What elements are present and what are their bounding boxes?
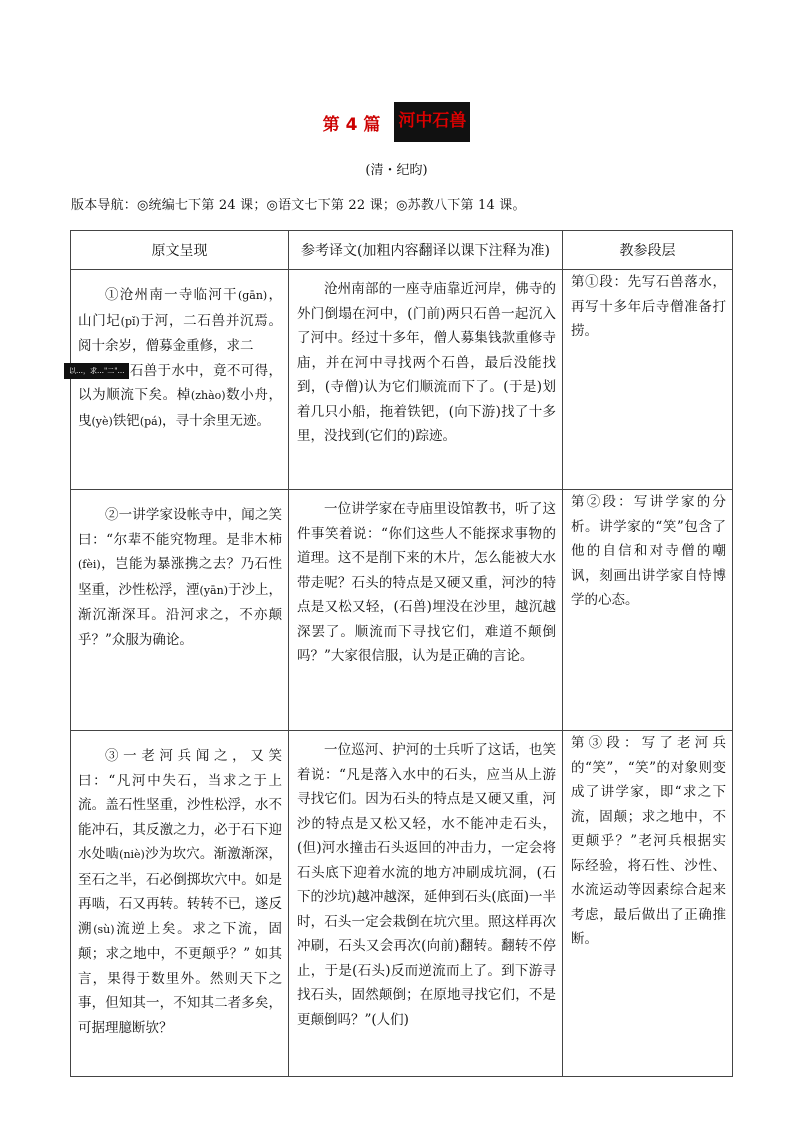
translation-text: 一位巡河、护河的士兵听了这话，也笑着说：“凡是落入水中的石头，应当从上游寻找它们。因为石头的特点是又硬又重，河沙的特点是又松又轻，水不能冲走石头，(但)河水撞击石头返回的冲击力，一定会将石头底下迎着水流的地方冲刷成坑洞，(石下的沙坑)越冲越深，延伸到石头(底面)一半时，石头一定会栽倒在坑穴里。照这样再次冲刷，石头又会再次(向前)翻转。翻转不停止，于是(石头)反而逆流而上了。到下游寻找石头，固然颠倒；在原地寻找它们，不是更颠倒吗？”(人们) [289, 731, 563, 1077]
pinyin: (pǐ) [120, 314, 140, 328]
translation-text: 一位讲学家在寺庙里设馆教书，听了这件事笑着说：“你们这些人不能探求事物的道理。这不是削下来的木片，怎么能被大水带走呢？石头的特点是又硬又重，河沙的特点是又松又轻，(石兽)埋没在沙里，越沉越深罢了。顺流而下寻找它们，难道不颠倒吗？”大家很信服，认为是正确的言论。 [289, 490, 563, 731]
table-row [71, 270, 733, 490]
header-translation: 参考译文(加粗内容翻译以课下注释为准) [289, 231, 563, 270]
pinyin: (sù) [93, 922, 115, 936]
table-row [71, 490, 733, 731]
lesson-number: 第 4 篇 [322, 114, 381, 135]
original-text: ③一老河兵闻之，又笑曰：“凡河中失石，当求之于上流。盖石性坚重，沙性松浮，水不能冲石，其反激之力，必于石下迎水处啮(niè)沙为坎穴。渐激渐深，至石之半，石必倒掷坎穴中。如是再啮，石又再转。转转不已，遂反溯(sù)流逆上矣。求之下流，固颠；求之地中，不更颠乎？” 如其言，果得于数里外。然则天下之事，但知其一，不知其二者多矣，可据理臆断欤？ [71, 731, 289, 1077]
pinyin: (niè) [119, 848, 145, 861]
redacted-block: 以…，求…"二"… [64, 363, 129, 379]
original-text: ①沧州南一寺临河干(gān)，山门圮(pǐ)于河，二石兽并沉焉。阅十余岁，僧募金重修，求二 以…，求…"二"… 石兽于水中，竟不可得，以为顺流下矣。棹(zhào)数小舟，曳(yè)铁钯(pá)，寻十余里无迹。 [71, 270, 289, 490]
pinyin: (yè) [91, 414, 113, 428]
pinyin: (pá) [139, 414, 162, 428]
pinyin: (yān) [199, 583, 228, 597]
table-row [71, 731, 733, 1077]
header-original: 原文呈现 [71, 231, 289, 270]
author-line: (清・纪昀) [365, 163, 428, 178]
pinyin: (gān) [237, 289, 268, 302]
original-text: ②一讲学家设帐寺中，闻之笑曰：“尔辈不能究物理。是非木柿(fèi)，岂能为暴涨携之去？乃石性坚重，沙性松浮，湮(yān)于沙上，渐沉渐深耳。沿河求之，不亦颠乎？”众服为确论。 [71, 490, 289, 731]
paragraph-note: 第③段：写了老河兵的“笑”，“笑”的对象则变成了讲学家，即“求之下流，固颠；求之地中，不更颠乎？”老河兵根据实际经验，将石性、沙性、水流运动等因素综合起来考虑，最后做出了正确推断。 [563, 731, 733, 1077]
text-table [70, 230, 733, 1077]
pinyin: (zhào) [190, 389, 226, 402]
translation-text: 沧州南部的一座寺庙靠近河岸，佛寺的外门倒塌在河中，(门前)两只石兽一起沉入了河中。经过十多年，僧人募集钱款重修寺庙，并在河中寻找两个石兽，最后没能找到，(寺僧)认为它们顺流而下了。(于是)划着几只小船，拖着铁钯，(向下游)找了十多里，没找到(它们的)踪迹。 [289, 270, 563, 490]
table-header-row [71, 231, 733, 270]
version-nav: 版本导航：◎统编七下第 24 课；◎语文七下第 22 课；◎苏教八下第 14 课。 [71, 198, 526, 213]
paragraph-note: 第②段：写讲学家的分析。讲学家的“笑”包含了他的自信和对寺僧的嘲讽，刻画出讲学家自恃博学的心态。 [563, 490, 733, 731]
title-area [0, 102, 793, 142]
header-notes: 教参段层 [563, 231, 733, 270]
lesson-title: 河中石兽 [394, 102, 470, 142]
pinyin: (fèi) [78, 558, 101, 571]
paragraph-note: 第①段：先写石兽落水，再写十多年后寺僧准备打捞。 [563, 270, 733, 490]
